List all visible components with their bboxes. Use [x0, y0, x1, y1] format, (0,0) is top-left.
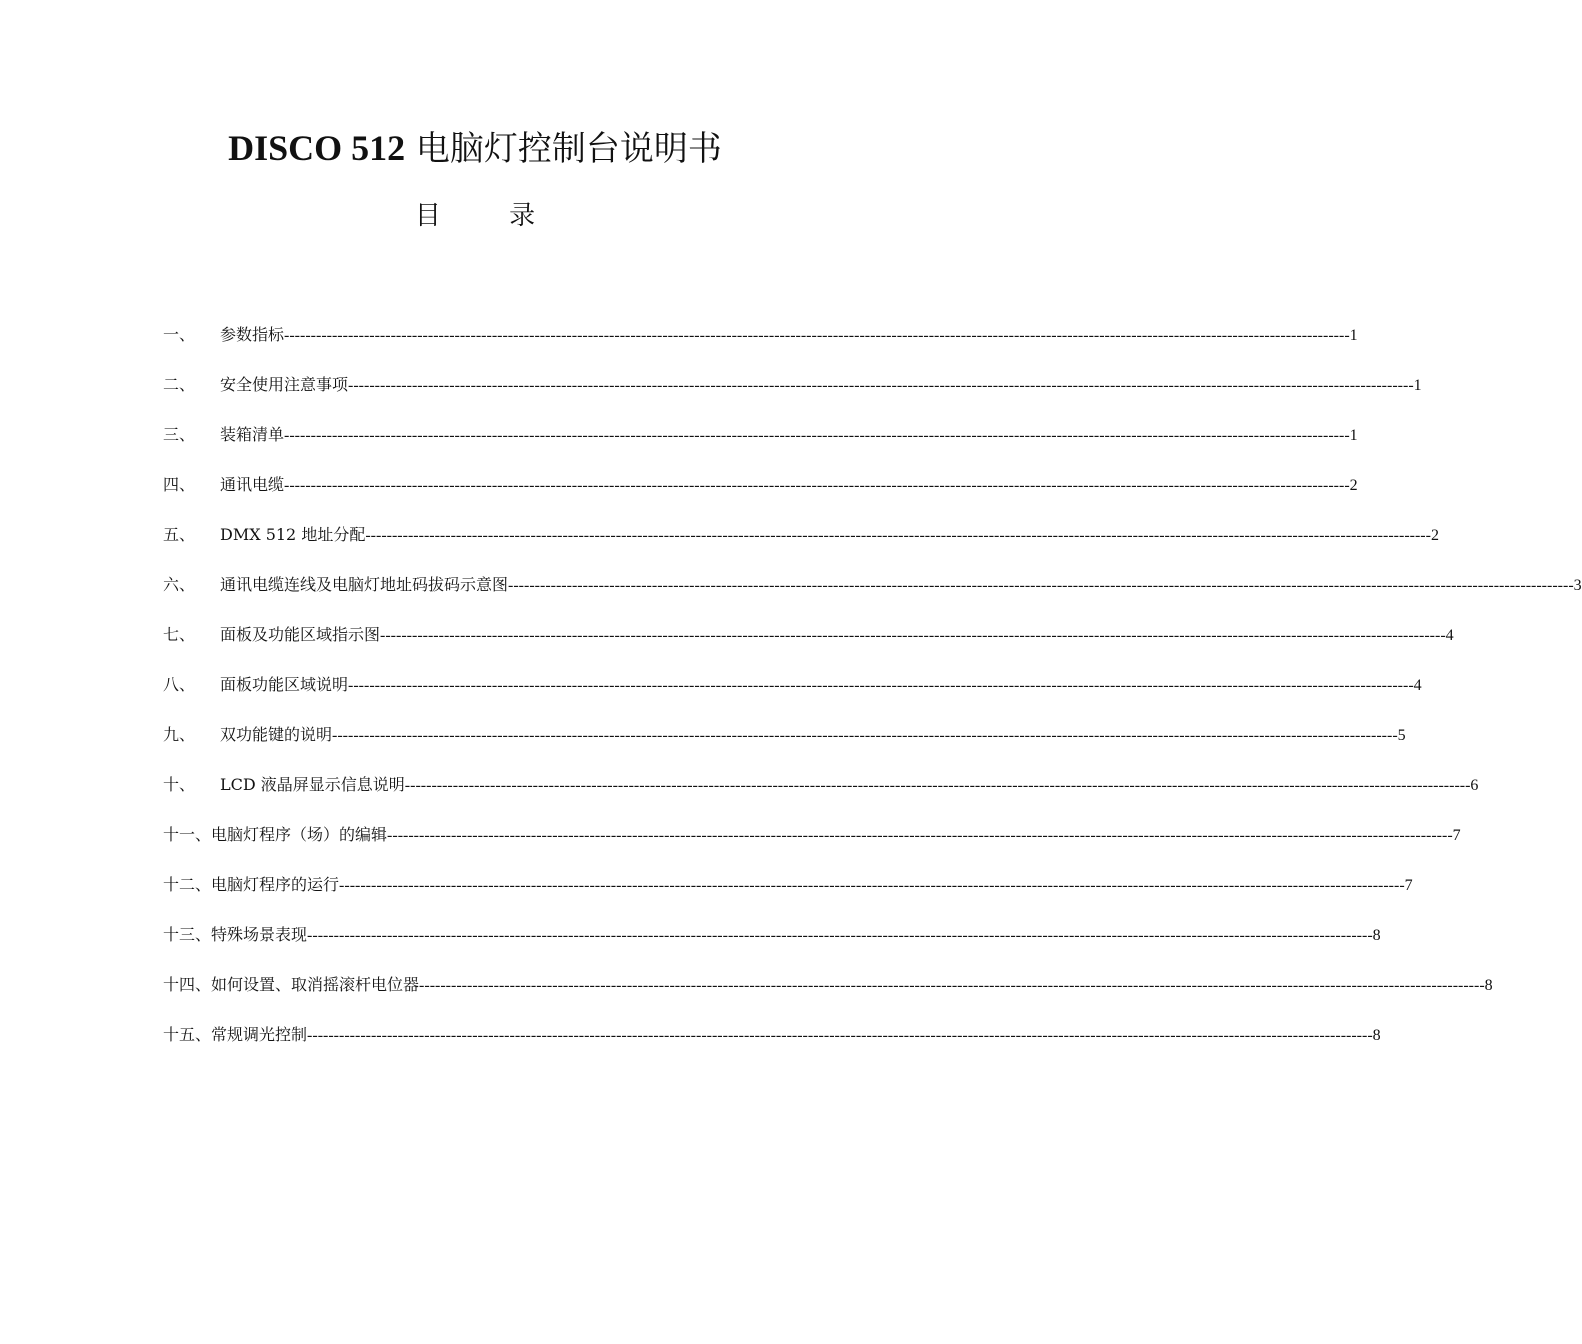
- toc-entry-page: 2: [1430, 527, 1439, 544]
- toc-dot-leader: --------------------------------------------------------------------------------------------------------------------------------------------------------------------------------------------------------: [419, 977, 1485, 994]
- toc-entry-label: 电脑灯程序的运行: [211, 875, 340, 894]
- toc-entry-page: 8: [1372, 927, 1381, 944]
- toc-entry-page: 1: [1349, 327, 1358, 344]
- toc-entry-number: 十二、: [163, 875, 212, 894]
- toc-entry-label: 电脑灯程序（场）的编辑: [211, 825, 388, 844]
- toc-entry-number: 六、: [163, 575, 196, 594]
- toc-entry[interactable]: [163, 520, 1439, 570]
- toc-entry[interactable]: [163, 770, 1479, 820]
- toc-entry-number: 十、: [163, 775, 196, 794]
- toc-entry-number: 一、: [163, 325, 196, 344]
- toc-entry-page: 8: [1372, 1027, 1381, 1044]
- toc-entry[interactable]: [163, 670, 1422, 720]
- toc-heading: 目 录: [414, 201, 566, 231]
- toc-dot-leader: --------------------------------------------------------------------------------------------------------------------------------------------------------------------------------------------------------: [508, 577, 1574, 594]
- toc-entry-label: 装箱清单: [220, 425, 285, 444]
- toc-entry[interactable]: [163, 370, 1422, 420]
- toc-dot-leader: --------------------------------------------------------------------------------------------------------------------------------------------------------------------------------------------------------: [348, 677, 1414, 694]
- toc-entry[interactable]: [163, 920, 1381, 970]
- toc-entry-number: 七、: [163, 625, 196, 644]
- toc-entry[interactable]: [163, 320, 1358, 370]
- toc-entry-label: DMX 512 地址分配: [220, 525, 366, 544]
- toc-entry-label: 特殊场景表现: [211, 925, 308, 944]
- toc-entry[interactable]: [163, 970, 1493, 1020]
- toc-entry-label: 面板功能区域说明: [220, 675, 349, 694]
- toc-entry-number: 二、: [163, 375, 196, 394]
- toc-entry-page: 6: [1470, 777, 1479, 794]
- toc-entry-number: 九、: [163, 725, 196, 744]
- title-product-name: DISCO 512: [228, 128, 406, 168]
- toc-entry[interactable]: [163, 470, 1358, 520]
- toc-entry-page: 4: [1413, 677, 1422, 694]
- toc-entry[interactable]: [163, 420, 1358, 470]
- toc-entry-label: 常规调光控制: [211, 1025, 308, 1044]
- toc-dot-leader: --------------------------------------------------------------------------------------------------------------------------------------------------------------------------------------------------------: [380, 627, 1446, 644]
- toc-entry-label: LCD 液晶屏显示信息说明: [220, 775, 405, 794]
- toc-dot-leader: --------------------------------------------------------------------------------------------------------------------------------------------------------------------------------------------------------: [307, 927, 1373, 944]
- toc-dot-leader: --------------------------------------------------------------------------------------------------------------------------------------------------------------------------------------------------------: [332, 727, 1398, 744]
- toc-dot-leader: --------------------------------------------------------------------------------------------------------------------------------------------------------------------------------------------------------: [404, 777, 1471, 794]
- toc-entry[interactable]: [163, 820, 1461, 870]
- toc-entry-number: 四、: [163, 475, 196, 494]
- toc-entry[interactable]: [163, 570, 1582, 620]
- toc-dot-leader: --------------------------------------------------------------------------------------------------------------------------------------------------------------------------------------------------------: [348, 377, 1414, 394]
- toc-entry-page: 3: [1573, 577, 1582, 594]
- toc-entry-number: 五、: [163, 525, 196, 544]
- toc-entry-number: 十五、: [163, 1025, 212, 1044]
- toc-dot-leader: --------------------------------------------------------------------------------------------------------------------------------------------------------------------------------------------------------: [307, 1027, 1373, 1044]
- title-text: 电脑灯控制台说明书: [415, 129, 722, 169]
- toc-entry-page: 1: [1349, 427, 1358, 444]
- toc-entry-page: 7: [1404, 877, 1413, 894]
- toc-entry[interactable]: [163, 720, 1406, 770]
- toc-dot-leader: --------------------------------------------------------------------------------------------------------------------------------------------------------------------------------------------------------: [365, 527, 1431, 544]
- toc-dot-leader: --------------------------------------------------------------------------------------------------------------------------------------------------------------------------------------------------------: [284, 477, 1350, 494]
- toc-entry-page: 1: [1413, 377, 1422, 394]
- toc-entry-page: 2: [1349, 477, 1358, 494]
- table-of-contents: [163, 320, 1582, 1070]
- toc-dot-leader: --------------------------------------------------------------------------------------------------------------------------------------------------------------------------------------------------------: [387, 827, 1453, 844]
- toc-entry-page: 5: [1397, 727, 1406, 744]
- toc-entry-page: 4: [1445, 627, 1454, 644]
- page-title: [0, 124, 950, 173]
- toc-entry-number: 十四、: [163, 975, 212, 994]
- toc-dot-leader: --------------------------------------------------------------------------------------------------------------------------------------------------------------------------------------------------------: [339, 877, 1405, 894]
- toc-entry-number: 十一、: [163, 825, 212, 844]
- toc-entry-number: 三、: [163, 425, 196, 444]
- toc-entry-label: 通讯电缆: [220, 475, 285, 494]
- toc-entry-label: 通讯电缆连线及电脑灯地址码拔码示意图: [220, 575, 509, 594]
- toc-entry[interactable]: [163, 1020, 1381, 1070]
- toc-entry[interactable]: [163, 620, 1454, 670]
- toc-entry-number: 八、: [163, 675, 196, 694]
- toc-entry-number: 十三、: [163, 925, 212, 944]
- toc-dot-leader: --------------------------------------------------------------------------------------------------------------------------------------------------------------------------------------------------------: [284, 427, 1350, 444]
- toc-entry-page: 7: [1452, 827, 1461, 844]
- toc-entry-label: 安全使用注意事项: [220, 375, 349, 394]
- toc-entry[interactable]: [163, 870, 1413, 920]
- toc-entry-label: 参数指标: [220, 325, 285, 344]
- toc-entry-label: 双功能键的说明: [220, 725, 333, 744]
- toc-entry-label: 如何设置、取消摇滚杆电位器: [211, 975, 420, 994]
- toc-dot-leader: --------------------------------------------------------------------------------------------------------------------------------------------------------------------------------------------------------: [284, 327, 1350, 344]
- toc-entry-label: 面板及功能区域指示图: [220, 625, 381, 644]
- toc-entry-page: 8: [1484, 977, 1493, 994]
